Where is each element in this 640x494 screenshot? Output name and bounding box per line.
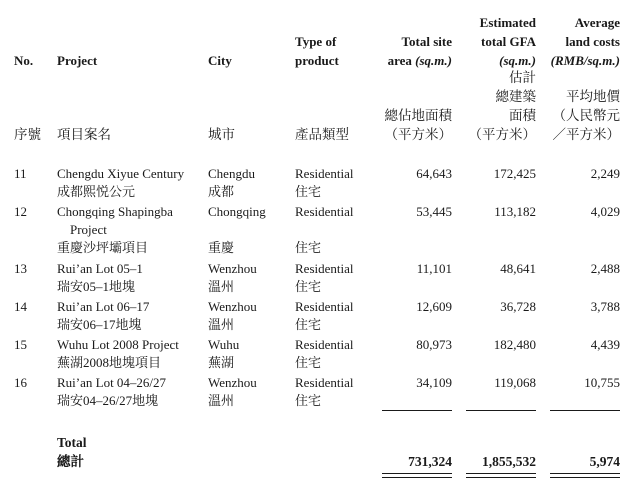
header-type-zh: 產品類型 (295, 127, 349, 142)
header-area-zh-line1: 總佔地面積 (384, 108, 452, 123)
row-project-zh: 蕪湖2008地塊項目 (57, 355, 162, 370)
row-project-en-line2: Project (70, 222, 107, 237)
row-project-zh: 重慶沙坪壩項目 (57, 240, 149, 255)
row-area: 64,643 (416, 166, 452, 181)
row-city-en: Chengdu (208, 166, 255, 181)
row-project-en: Chongqing Shapingba (57, 204, 173, 219)
row-area: 12,609 (416, 299, 452, 314)
header-cost-line2: land costs (565, 34, 620, 49)
row-type-zh: 住宅 (295, 355, 322, 370)
row-gfa: 113,182 (494, 204, 536, 219)
row-no: 14 (14, 299, 27, 314)
row-project-zh: 瑞安05–1地塊 (57, 279, 136, 294)
row-gfa: 36,728 (500, 299, 536, 314)
row-area: 34,109 (416, 375, 452, 390)
row-city-zh: 重慶 (208, 240, 235, 255)
header-gfa-line2: total GFA (481, 34, 536, 49)
row-cost: 4,439 (590, 337, 620, 352)
header-no: No. (14, 53, 34, 68)
row-no: 12 (14, 204, 27, 219)
subtotal-rule-gfa (466, 410, 536, 411)
row-project-en: Wuhu Lot 2008 Project (57, 337, 179, 352)
row-cost: 4,029 (590, 204, 620, 219)
row-city-zh: 蕪湖 (208, 355, 235, 370)
row-no: 11 (14, 166, 27, 181)
header-project: Project (57, 53, 98, 68)
row-city-zh: 成都 (208, 184, 235, 199)
row-type-en: Residential (295, 299, 354, 314)
row-area: 53,445 (416, 204, 452, 219)
header-gfa-line3: (sq.m.) (499, 53, 536, 68)
row-cost: 2,249 (590, 166, 620, 181)
row-cost: 3,788 (590, 299, 620, 314)
total-double-rule-area (382, 473, 452, 478)
header-gfa-zh-line1: 估計 (509, 70, 536, 85)
header-area-zh-line2: （平方米） (384, 127, 452, 142)
header-city: City (208, 53, 232, 68)
header-cost-line1: Average (574, 15, 620, 30)
header-cost-zh-line3: ／平方米） (552, 127, 620, 142)
total-gfa: 1,855,532 (482, 454, 536, 469)
header-no-zh: 序號 (14, 127, 41, 142)
header-gfa-line1: Estimated (479, 15, 536, 30)
subtotal-rule-cost (550, 410, 620, 411)
header-cost-line3: (RMB/sq.m.) (550, 53, 620, 68)
row-type-zh: 住宅 (295, 240, 322, 255)
row-gfa: 182,480 (493, 337, 536, 352)
row-project-en: Rui’an Lot 04–26/27 (57, 375, 167, 390)
row-gfa: 172,425 (493, 166, 536, 181)
row-type-zh: 住宅 (295, 184, 322, 199)
header-cost-zh-line2: （人民幣元 (552, 108, 620, 123)
row-area: 11,101 (416, 261, 452, 276)
header-gfa-zh-line4: （平方米） (468, 127, 536, 142)
header-area-line1: Total site (401, 34, 452, 49)
header-type-line1: Type of (295, 34, 337, 49)
row-city-en: Wenzhou (208, 375, 257, 390)
row-type-zh: 住宅 (295, 317, 322, 332)
row-type-zh: 住宅 (295, 279, 322, 294)
header-city-zh: 城市 (208, 127, 235, 142)
row-project-zh: 瑞安04–26/27地塊 (57, 393, 159, 408)
row-type-en: Residential (295, 337, 354, 352)
row-no: 16 (14, 375, 27, 390)
row-project-zh: 瑞安06–17地塊 (57, 317, 142, 332)
row-project-en: Rui’an Lot 05–1 (57, 261, 143, 276)
header-cost-zh-line1: 平均地價 (566, 89, 620, 104)
row-type-en: Residential (295, 375, 354, 390)
row-project-en: Chengdu Xiyue Century (57, 166, 185, 181)
row-city-en: Wenzhou (208, 261, 257, 276)
header-project-zh: 項目案名 (57, 127, 111, 142)
row-city-zh: 溫州 (208, 393, 235, 408)
total-double-rule-gfa (466, 473, 536, 478)
total-label-en: Total (57, 435, 87, 450)
row-project-zh: 成都熙悦公元 (57, 184, 136, 199)
header-type-line2: product (295, 53, 339, 68)
row-area: 80,973 (416, 337, 452, 352)
row-type-en: Residential (295, 166, 354, 181)
row-cost: 10,755 (584, 375, 620, 390)
row-city-zh: 溫州 (208, 317, 235, 332)
row-no: 13 (14, 261, 27, 276)
total-double-rule-cost (550, 473, 620, 478)
row-city-zh: 溫州 (208, 279, 235, 294)
header-area-line2: area (sq.m.) (387, 53, 452, 68)
header-gfa-zh-line2: 總建築 (495, 89, 536, 104)
row-no: 15 (14, 337, 27, 352)
row-city-en: Wenzhou (208, 299, 257, 314)
total-cost: 5,974 (589, 454, 620, 469)
row-gfa: 119,068 (494, 375, 536, 390)
row-city-en: Chongqing (208, 204, 266, 219)
row-type-en: Residential (295, 261, 354, 276)
header-gfa-zh-line3: 面積 (509, 108, 536, 123)
row-cost: 2,488 (590, 261, 620, 276)
total-area: 731,324 (408, 454, 452, 469)
total-label-zh: 總計 (57, 454, 84, 469)
row-type-zh: 住宅 (295, 393, 322, 408)
row-type-en: Residential (295, 204, 354, 219)
subtotal-rule-area (382, 410, 452, 411)
row-city-en: Wuhu (208, 337, 240, 352)
row-project-en: Rui’an Lot 06–17 (57, 299, 150, 314)
row-gfa: 48,641 (500, 261, 536, 276)
